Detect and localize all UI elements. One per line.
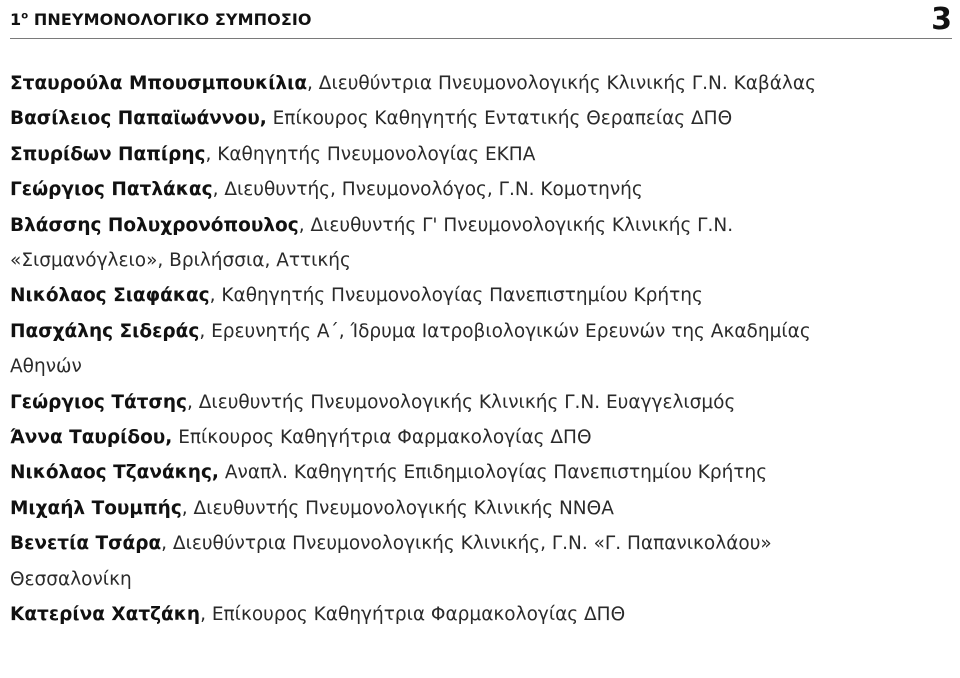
person-name: Γεώργιος Τάτσης bbox=[10, 391, 188, 413]
person-affiliation: «Σισμανόγλειο», Βριλήσσια, Αττικής bbox=[10, 250, 351, 272]
list-item-continuation bbox=[10, 243, 950, 278]
person-affiliation: , Καθηγητής Πνευμονολογίας Πανεπιστημίου Κρήτης bbox=[209, 285, 703, 307]
person-affiliation: , Ερευνητής Α΄, Ίδρυμα Ιατροβιολογικών Ερευνών της Ακαδημίας bbox=[199, 320, 811, 342]
person-name: Βασίλειος Παπαϊωάννου, bbox=[10, 108, 267, 130]
title-number: 1 bbox=[10, 10, 22, 29]
person-name: Άννα Ταυρίδου, bbox=[10, 427, 173, 449]
person-name: Βλάσσης Πολυχρονόπουλος bbox=[10, 214, 299, 236]
person-name: Πασχάλης Σιδεράς bbox=[10, 320, 200, 342]
person-name: Γεώργιος Πατλάκας bbox=[10, 179, 213, 201]
person-affiliation: , Διευθυντής Πνευμονολογικής Κλινικής ΝΝΘΑ bbox=[181, 497, 614, 519]
person-name: Βενετία Τσάρα bbox=[10, 533, 162, 555]
list-item bbox=[10, 66, 950, 101]
list-item bbox=[10, 385, 950, 420]
list-item-continuation bbox=[10, 349, 950, 384]
person-affiliation: , Διευθυντής Πνευμονολογικής Κλινικής Γ.Ν. Ευαγγελισμός bbox=[187, 391, 736, 413]
person-name: Νικόλαος Τζανάκης, bbox=[10, 462, 219, 484]
symposium-title bbox=[10, 10, 312, 29]
list-item bbox=[10, 278, 950, 313]
faculty-list bbox=[10, 66, 950, 633]
person-affiliation: Επίκουρος Καθηγήτρια Φαρμακολογίας ΔΠΘ bbox=[172, 427, 592, 449]
person-affiliation: , Διευθυντής Γ' Πνευμονολογικής Κλινικής Γ.Ν. bbox=[298, 214, 734, 236]
title-text: ΠΝΕΥΜΟΝΟΛΟΓΙΚΟ ΣΥΜΠΟΣΙΟ bbox=[33, 10, 312, 29]
list-item bbox=[10, 172, 950, 207]
person-affiliation: Αθηνών bbox=[10, 356, 82, 378]
person-name: Κατερίνα Χατζάκη bbox=[10, 604, 201, 626]
person-affiliation: , Διευθυντής, Πνευμονολόγος, Γ.Ν. Κομοτηνής bbox=[212, 179, 643, 201]
list-item bbox=[10, 420, 950, 455]
list-item bbox=[10, 526, 950, 561]
person-name: Σπυρίδων Παπίρης bbox=[10, 143, 206, 165]
person-affiliation: , Διευθύντρια Πνευμονολογικής Κλινικής, Γ.Ν. «Γ. Παπανικολάου» bbox=[161, 533, 772, 555]
list-item bbox=[10, 137, 950, 172]
list-item bbox=[10, 314, 950, 349]
list-item bbox=[10, 455, 950, 490]
list-item bbox=[10, 101, 950, 136]
person-name: Νικόλαος Σιαφάκας bbox=[10, 285, 210, 307]
page-header bbox=[10, 0, 952, 39]
list-item-continuation bbox=[10, 562, 950, 597]
person-affiliation: Αναπλ. Καθηγητής Επιδημιολογίας Πανεπιστημίου Κρήτης bbox=[218, 462, 768, 484]
person-affiliation: , Επίκουρος Καθηγήτρια Φαρμακολογίας ΔΠΘ bbox=[200, 604, 626, 626]
title-ordinal: ο bbox=[21, 10, 29, 22]
page-number: 3 bbox=[931, 2, 952, 37]
person-name: Σταυρούλα Μπουσμπουκίλια bbox=[10, 73, 308, 94]
person-affiliation: Επίκουρος Καθηγητής Εντατικής Θεραπείας ΔΠΘ bbox=[266, 108, 733, 130]
person-affiliation: , Διευθύντρια Πνευμονολογικής Κλινικής Γ.Ν. Καβάλας bbox=[307, 73, 816, 94]
list-item bbox=[10, 208, 950, 243]
person-affiliation: , Καθηγητής Πνευμονολογίας ΕΚΠΑ bbox=[205, 143, 536, 165]
list-item bbox=[10, 491, 950, 526]
person-affiliation: Θεσσαλονίκη bbox=[10, 568, 132, 590]
person-name: Μιχαήλ Τουμπής bbox=[10, 497, 182, 519]
list-item bbox=[10, 597, 950, 632]
